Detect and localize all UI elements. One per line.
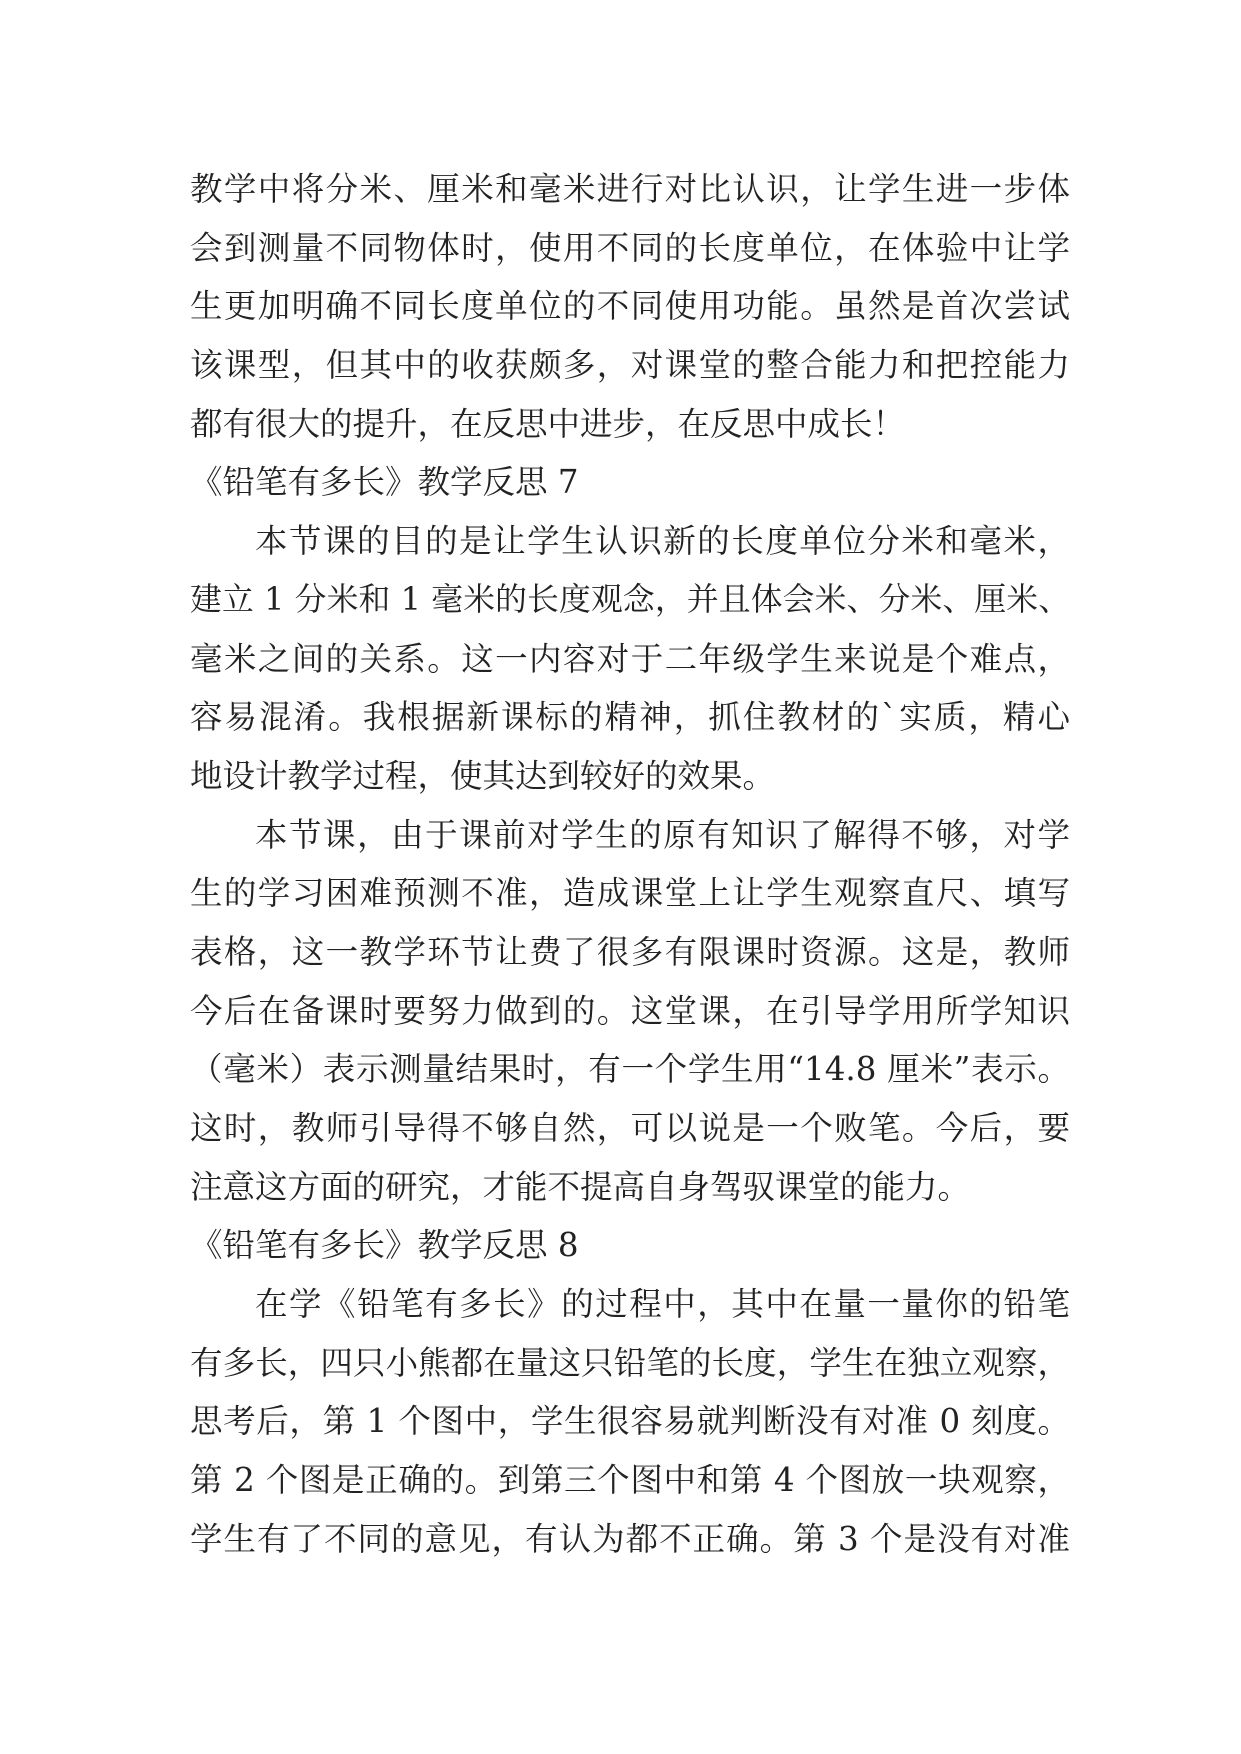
paragraph-line: 注意这方面的研究，才能不提高自身驾驭课堂的能力。	[190, 1167, 971, 1206]
document-body	[190, 160, 1070, 1569]
paragraph-line: 思考后，第 1 个图中，学生很容易就判断没有对准 0 刻度。	[190, 1402, 1070, 1441]
paragraph-line: 生更加明确不同长度单位的不同使用功能。虽然是首次尝试	[190, 287, 1070, 326]
paragraph-line: 生的学习困难预测不准，造成课堂上让学生观察直尺、填写	[190, 874, 1070, 913]
paragraph-line: 在学《铅笔有多长》的过程中，其中在量一量你的铅笔	[255, 1285, 1070, 1324]
section-heading: 《铅笔有多长》教学反思 7	[190, 463, 579, 502]
paragraph-line: 会到测量不同物体时，使用不同的长度单位，在体验中让学	[190, 228, 1070, 267]
paragraph-line: 教学中将分米、厘米和毫米进行对比认识，让学生进一步体	[190, 170, 1070, 208]
paragraph-line: 都有很大的提升，在反思中进步，在反思中成长！	[190, 404, 906, 443]
paragraph-line: 容易混淆。我根据新课标的精神，抓住教材的`实质，精心	[190, 698, 1070, 737]
paragraph-line: 学生有了不同的意见，有认为都不正确。第 3 个是没有对准	[190, 1519, 1070, 1558]
paragraph-line: 这时，教师引导得不够自然，可以说是一个败笔。今后，要	[190, 1109, 1070, 1147]
paragraph-line: 本节课，由于课前对学生的原有知识了解得不够，对学	[255, 815, 1070, 854]
paragraph-line: 有多长，四只小熊都在量这只铅笔的长度，学生在独立观察，	[190, 1343, 1070, 1382]
paragraph-line: 该课型，但其中的收获颇多，对课堂的整合能力和把控能力	[190, 346, 1070, 385]
paragraph-line: （毫米）表示测量结果时，有一个学生用“14.8 厘米”表示。	[190, 1050, 1070, 1089]
paragraph-line: 毫米之间的关系。这一内容对于二年级学生来说是个难点，	[190, 639, 1070, 678]
paragraph-line: 地设计教学过程，使其达到较好的效果。	[190, 756, 776, 795]
section-heading: 《铅笔有多长》教学反思 8	[190, 1226, 579, 1265]
paragraph-line: 本节课的目的是让学生认识新的长度单位分米和毫米，	[255, 522, 1070, 561]
paragraph-line: 表格，这一教学环节让费了很多有限课时资源。这是，教师	[190, 932, 1070, 971]
paragraph-line: 第 2 个图是正确的。到第三个图中和第 4 个图放一块观察，	[190, 1461, 1070, 1500]
paragraph-line: 建立 1 分米和 1 毫米的长度观念，并且体会米、分米、厘米、	[190, 581, 1070, 618]
paragraph-line: 今后在备课时要努力做到的。这堂课，在引导学用所学知识	[190, 991, 1070, 1030]
